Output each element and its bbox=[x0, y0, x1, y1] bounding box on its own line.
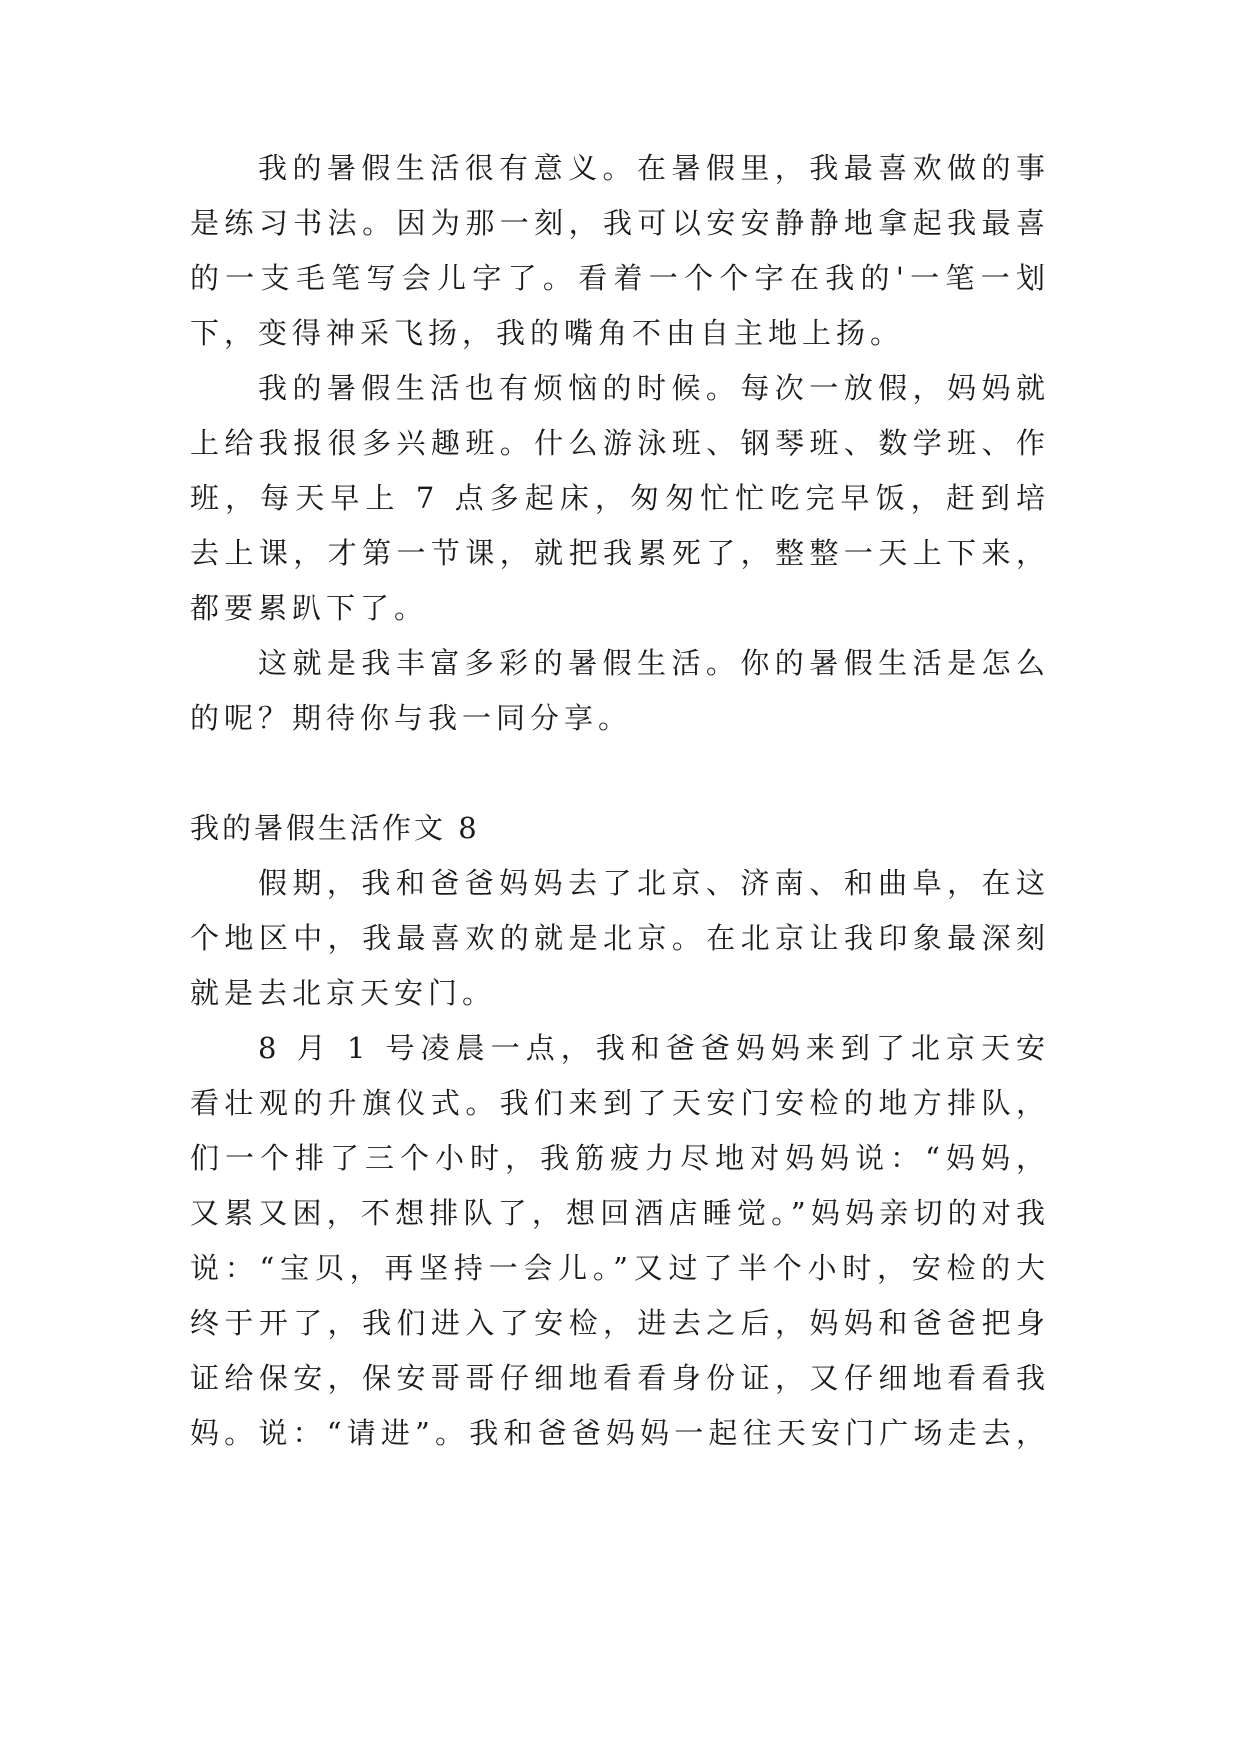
paragraph-1-line-2: 是练习书法。因为那一刻，我可以安安静静地拿起我最喜 bbox=[190, 206, 1050, 240]
paragraph-2-line-3: 班，每天早上 7 点多起床，匆匆忙忙吃完早饭，赶到培 bbox=[190, 481, 1050, 515]
section-heading: 我的暑假生活作文 8 bbox=[190, 811, 480, 845]
paragraph-5-line-4: 又累又困，不想排队了，想回酒店睡觉。”妈妈亲切的对我 bbox=[190, 1196, 1050, 1230]
paragraph-5-line-8: 妈。说：“请进”。我和爸爸妈妈一起往天安门广场走去， bbox=[190, 1416, 1050, 1450]
paragraph-5-line-2: 看壮观的升旗仪式。我们来到了天安门安检的地方排队， bbox=[190, 1086, 1050, 1120]
paragraph-1-line-3: 的一支毛笔写会儿字了。看着一个个字在我的'一笔一划 bbox=[190, 261, 1050, 295]
paragraph-2-line-5: 都要累趴下了。 bbox=[190, 591, 429, 625]
paragraph-3-line-2: 的呢？期待你与我一同分享。 bbox=[190, 701, 633, 735]
paragraph-4-line-1: 假期，我和爸爸妈妈去了北京、济南、和曲阜，在这 bbox=[258, 866, 1050, 900]
paragraph-3-line-1: 这就是我丰富多彩的暑假生活。你的暑假生活是怎么 bbox=[258, 646, 1050, 680]
paragraph-2-line-4: 去上课，才第一节课，就把我累死了，整整一天上下来， bbox=[190, 536, 1050, 570]
paragraph-5-line-3: 们一个排了三个小时，我筋疲力尽地对妈妈说：“妈妈， bbox=[190, 1141, 1050, 1175]
paragraph-5-line-6: 终于开了，我们进入了安检，进去之后，妈妈和爸爸把身 bbox=[190, 1306, 1050, 1340]
paragraph-5-line-5: 说：“宝贝，再坚持一会儿。”又过了半个小时，安检的大 bbox=[190, 1251, 1050, 1285]
paragraph-4-line-2: 个地区中，我最喜欢的就是北京。在北京让我印象最深刻 bbox=[190, 921, 1050, 955]
paragraph-5-line-7: 证给保安，保安哥哥仔细地看看身份证，又仔细地看看我 bbox=[190, 1361, 1050, 1395]
paragraph-2-line-2: 上给我报很多兴趣班。什么游泳班、钢琴班、数学班、作 bbox=[190, 426, 1050, 460]
paragraph-5-line-1: 8 月 1 号凌晨一点，我和爸爸妈妈来到了北京天安 bbox=[258, 1031, 1050, 1065]
paragraph-2-line-1: 我的暑假生活也有烦恼的时候。每次一放假，妈妈就 bbox=[258, 371, 1050, 405]
paragraph-4-line-3: 就是去北京天安门。 bbox=[190, 976, 497, 1010]
paragraph-1-line-4: 下，变得神采飞扬，我的嘴角不由自主地上扬。 bbox=[190, 316, 905, 350]
paragraph-1-line-1: 我的暑假生活很有意义。在暑假里，我最喜欢做的事 bbox=[258, 151, 1050, 185]
